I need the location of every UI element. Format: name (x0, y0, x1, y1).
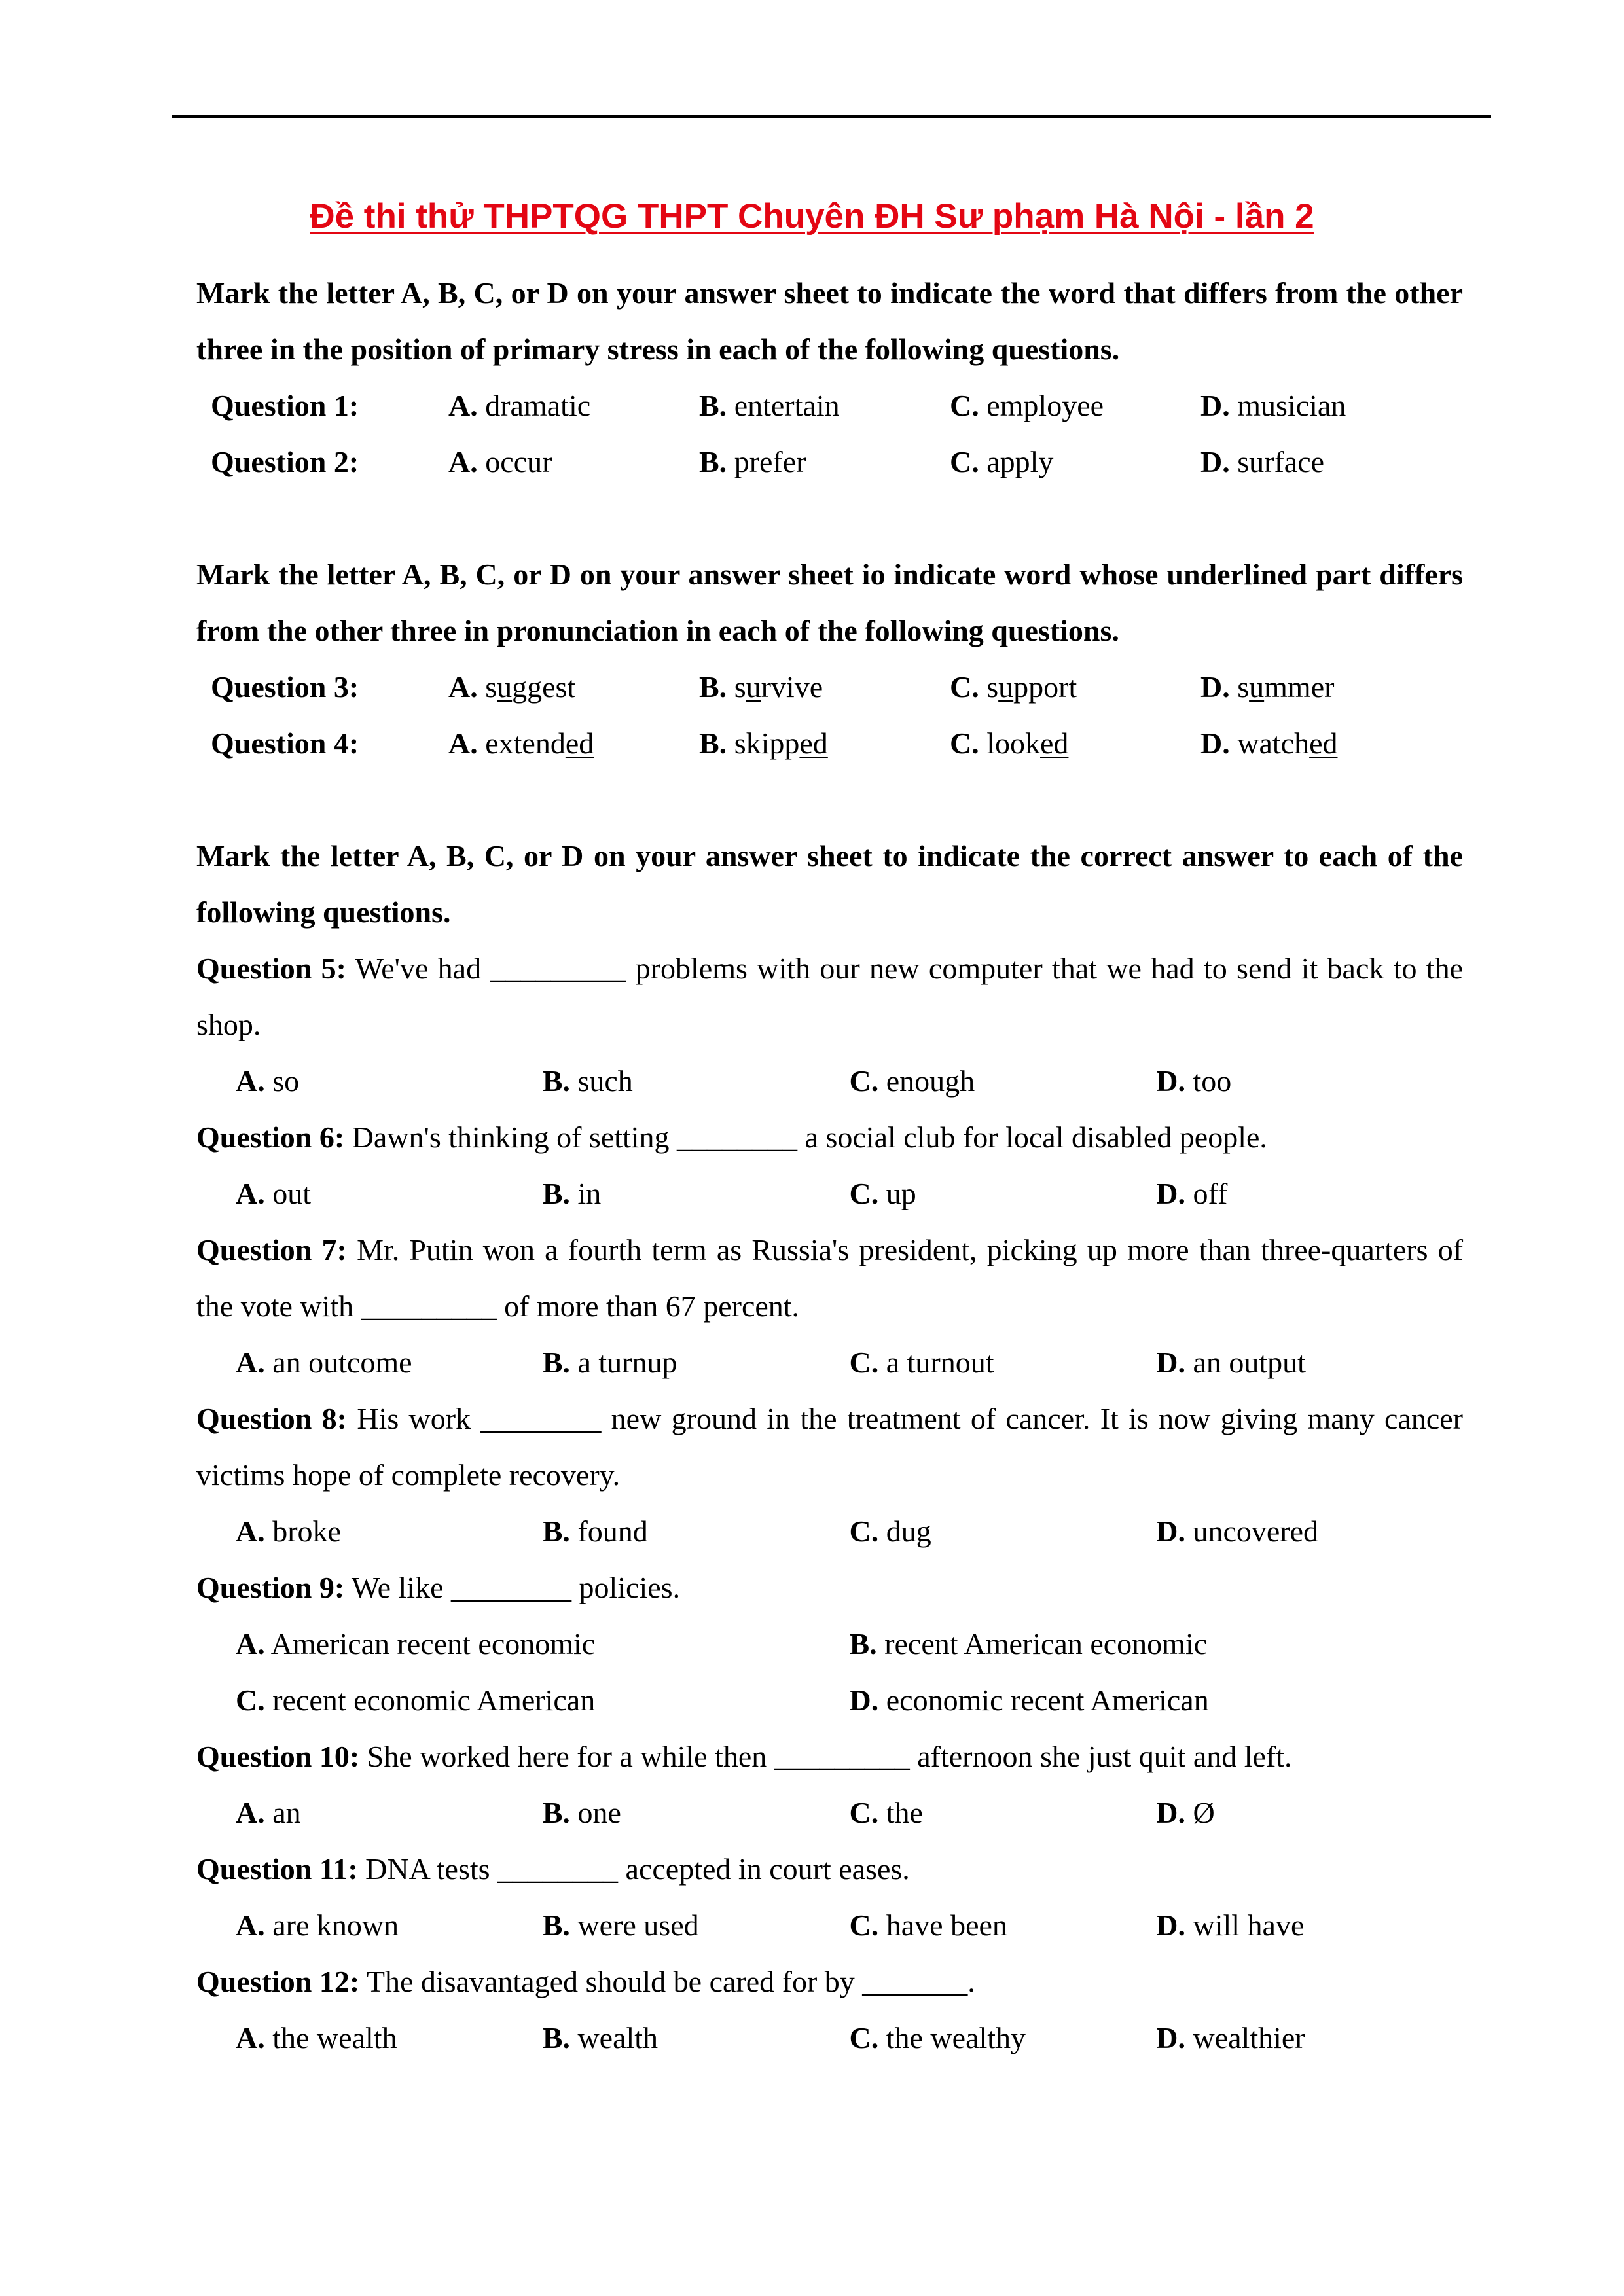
option-b: B. wealth (542, 2021, 659, 2054)
option-c: C. a turnout (849, 1346, 994, 1379)
option-c: C. apply (950, 445, 1054, 478)
option-d: D. wealthier (1156, 2021, 1305, 2054)
question-label: Question 4: (211, 726, 359, 760)
option-d: D. Ø (1156, 1796, 1215, 1829)
options-row (196, 1616, 1463, 1672)
question-row (196, 659, 1463, 715)
option-c: C. support (950, 670, 1077, 704)
option-a: A. an (236, 1796, 301, 1829)
option-a: A. suggest (448, 670, 576, 704)
option-a: A. the wealth (236, 2021, 397, 2054)
options-row (196, 1785, 1463, 1841)
option-a: A. an outcome (236, 1346, 412, 1379)
option-c: C. dug (849, 1515, 931, 1548)
option-d: D. economic recent American (849, 1683, 1209, 1717)
option-d: D. musician (1200, 389, 1346, 422)
option-d: D. surface (1200, 445, 1325, 478)
option-b: B. prefer (699, 445, 806, 478)
section2-instruction: Mark the letter A, B, C, or D on your answer sheet io indicate word whose underlined part differs from the other three in pronunciation in each of the following questions. (196, 558, 1463, 647)
options-row (196, 1503, 1463, 1560)
options-row (196, 2010, 1463, 2066)
option-a: A. out (236, 1177, 312, 1210)
question-row (196, 715, 1463, 772)
question-text: Question 9: We like ________ policies. (196, 1571, 681, 1604)
question-label: Question 3: (211, 670, 359, 704)
question-label: Question 1: (211, 389, 359, 422)
section3-instruction: Mark the letter A, B, C, or D on your answer sheet to indicate the correct answer to each of the following questions. (196, 839, 1463, 929)
question-text: Question 6: Dawn's thinking of setting ________ a social club for local disabled people. (196, 1121, 1267, 1154)
option-c: C. the wealthy (849, 2021, 1026, 2054)
exam-content (196, 265, 1463, 2066)
option-c: C. looked (950, 726, 1069, 760)
option-a: A. broke (236, 1515, 341, 1548)
question-row (196, 434, 1463, 490)
header-rule (172, 115, 1491, 118)
option-a: A. occur (448, 445, 552, 478)
option-b: B. such (542, 1064, 633, 1098)
question-text: Question 10: She worked here for a while then _________ afternoon she just quit and left. (196, 1740, 1292, 1773)
option-d: D. off (1156, 1177, 1228, 1210)
option-d: D. will have (1156, 1909, 1305, 1942)
option-c: C. up (849, 1177, 916, 1210)
option-c: C. recent economic American (236, 1683, 596, 1717)
option-b: B. skipped (699, 726, 828, 760)
option-c: C. the (849, 1796, 923, 1829)
option-d: D. uncovered (1156, 1515, 1319, 1548)
question-text: Question 12: The disavantaged should be cared for by _______. (196, 1965, 975, 1998)
option-b: B. were used (542, 1909, 699, 1942)
option-b: B. recent American economic (849, 1627, 1208, 1660)
question-row (196, 378, 1463, 434)
question-text: Question 8: His work ________ new ground in the treatment of cancer. It is now giving many cancer victims hope of complete recovery. (196, 1402, 1464, 1492)
option-b: B. one (542, 1796, 621, 1829)
exam-title: Đề thi thử THPTQG THPT Chuyên ĐH Sư phạm Hà Nội - lần 2 (310, 197, 1314, 236)
option-d: D. summer (1200, 670, 1335, 704)
options-row (196, 1897, 1463, 1954)
options-row (196, 1166, 1463, 1222)
option-a: A. extended (448, 726, 594, 760)
option-b: B. found (542, 1515, 648, 1548)
option-c: C. enough (849, 1064, 975, 1098)
option-d: D. watched (1200, 726, 1338, 760)
question-text: Question 11: DNA tests ________ accepted in court eases. (196, 1852, 910, 1886)
spacer (196, 490, 1463, 547)
option-a: A. dramatic (448, 389, 591, 422)
option-c: C. employee (950, 389, 1104, 422)
option-c: C. have been (849, 1909, 1007, 1942)
options-row (196, 1335, 1463, 1391)
option-b: B. in (542, 1177, 602, 1210)
section1-instruction: Mark the letter A, B, C, or D on your answer sheet to indicate the word that differs from the other three in the position of primary stress in each of the following questions. (196, 276, 1463, 366)
option-b: B. a turnup (542, 1346, 677, 1379)
option-b: B. survive (699, 670, 823, 704)
option-a: A. are known (236, 1909, 399, 1942)
option-b: B. entertain (699, 389, 840, 422)
question-text: Question 7: Mr. Putin won a fourth term as Russia's president, picking up more than three-quarters of the vote with _________ of more than 67 percent. (196, 1233, 1464, 1323)
question-text: Question 5: We've had _________ problems with our new computer that we had to send it back to the shop. (196, 952, 1464, 1041)
option-d: D. an output (1156, 1346, 1306, 1379)
options-row (196, 1672, 1463, 1729)
option-a: A. so (236, 1064, 300, 1098)
question-label: Question 2: (211, 445, 359, 478)
option-d: D. too (1156, 1064, 1232, 1098)
option-a: A. American recent economic (236, 1627, 596, 1660)
options-row (196, 1053, 1463, 1109)
spacer (196, 772, 1463, 828)
